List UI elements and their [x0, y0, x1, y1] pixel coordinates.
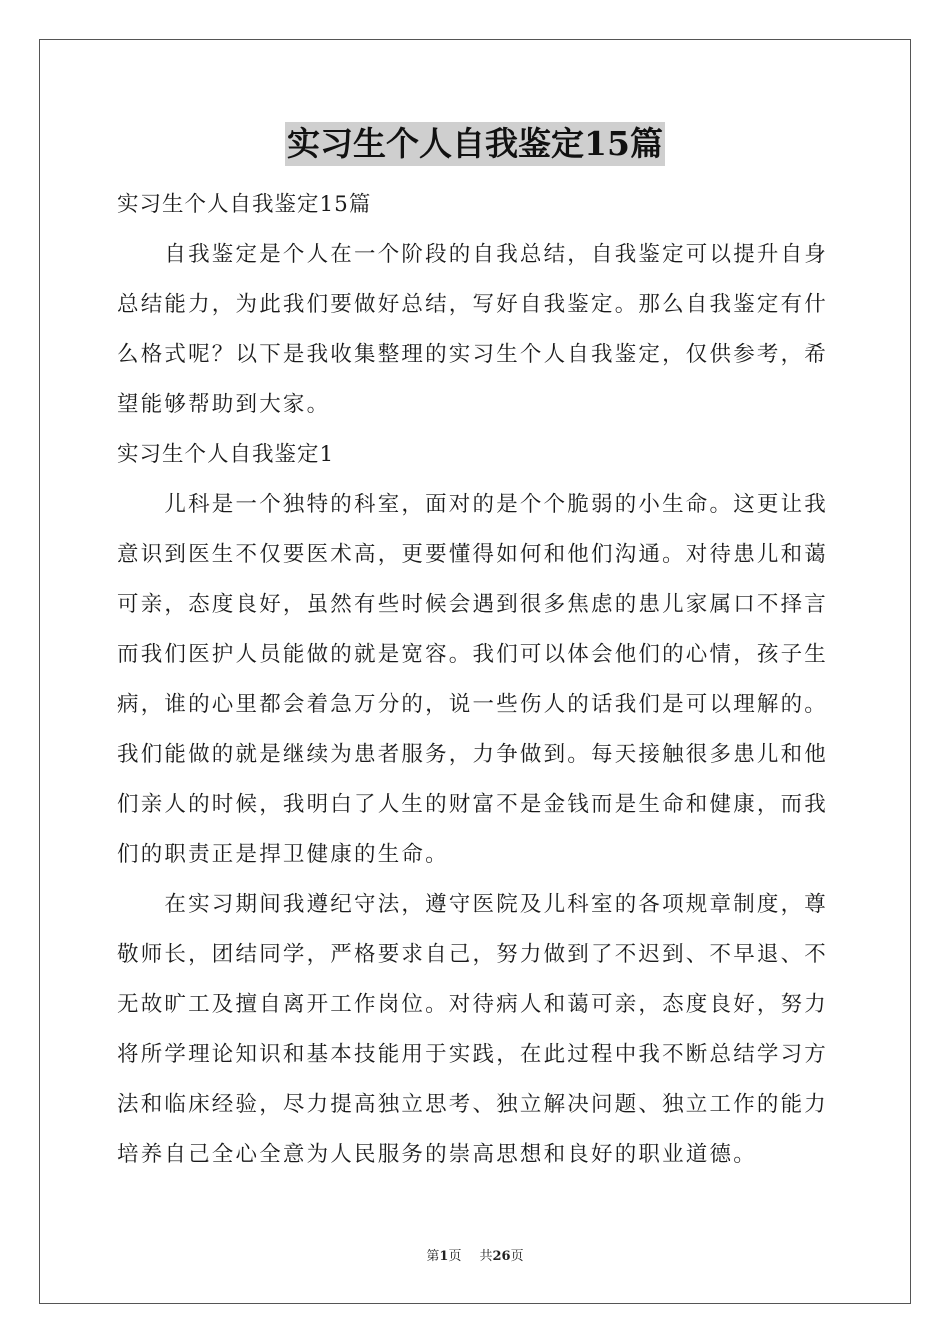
- body-line: 意识到医生不仅要医术高，更要懂得如何和他们沟通。对待患儿和蔼: [117, 542, 829, 567]
- body-line: 们的职责正是捍卫健康的生命。: [117, 842, 449, 867]
- body-line: 将所学理论知识和基本技能用于实践，在此过程中我不断总结学习方: [117, 1042, 829, 1067]
- body-line: 可亲，态度良好，虽然有些时候会遇到很多焦虑的患儿家属口不择言: [117, 592, 829, 617]
- body-line: 么格式呢？以下是我收集整理的实习生个人自我鉴定，仅供参考，希: [117, 342, 829, 367]
- body-line: 儿科是一个独特的科室，面对的是个个脆弱的小生命。这更让我: [117, 492, 829, 517]
- body-line: 敬师长，团结同学，严格要求自己，努力做到了不迟到、不早退、不: [117, 942, 829, 967]
- page-footer: [0, 1245, 950, 1264]
- title-container: [0, 122, 950, 166]
- total-unit: 页: [510, 1249, 524, 1264]
- body-line: 而我们医护人员能做的就是宽容。我们可以体会他们的心情，孩子生: [117, 642, 829, 667]
- body-line: 在实习期间我遵纪守法，遵守医院及儿科室的各项规章制度，尊: [117, 892, 829, 917]
- document-body: [117, 180, 833, 1180]
- subtitle-line: 实习生个人自我鉴定15篇: [117, 192, 372, 217]
- total-pages: 26: [492, 1249, 511, 1264]
- body-line: 总结能力，为此我们要做好总结，写好自我鉴定。那么自我鉴定有什: [117, 292, 829, 317]
- page-current: 1: [439, 1249, 449, 1264]
- page-prefix: 第: [426, 1249, 440, 1264]
- body-line: 望能够帮助到大家。: [117, 392, 331, 417]
- page-unit: 页: [448, 1249, 462, 1264]
- body-line: 们亲人的时候，我明白了人生的财富不是金钱而是生命和健康，而我: [117, 792, 829, 817]
- body-line: 无故旷工及擅自离开工作岗位。对待病人和蔼可亲，态度良好，努力: [117, 992, 829, 1017]
- section-heading: 实习生个人自我鉴定1: [117, 442, 335, 467]
- body-line: 培养自己全心全意为人民服务的崇高思想和良好的职业道德。: [117, 1142, 757, 1167]
- body-line: 法和临床经验，尽力提高独立思考、独立解决问题、独立工作的能力: [117, 1092, 829, 1117]
- document-title: 实习生个人自我鉴定15篇: [285, 122, 665, 166]
- body-line: 病，谁的心里都会着急万分的，说一些伤人的话我们是可以理解的。: [117, 692, 829, 717]
- total-prefix: 共: [479, 1249, 493, 1264]
- body-line: 自我鉴定是个人在一个阶段的自我总结，自我鉴定可以提升自身: [117, 242, 829, 267]
- body-line: 我们能做的就是继续为患者服务，力争做到。每天接触很多患儿和他: [117, 742, 829, 767]
